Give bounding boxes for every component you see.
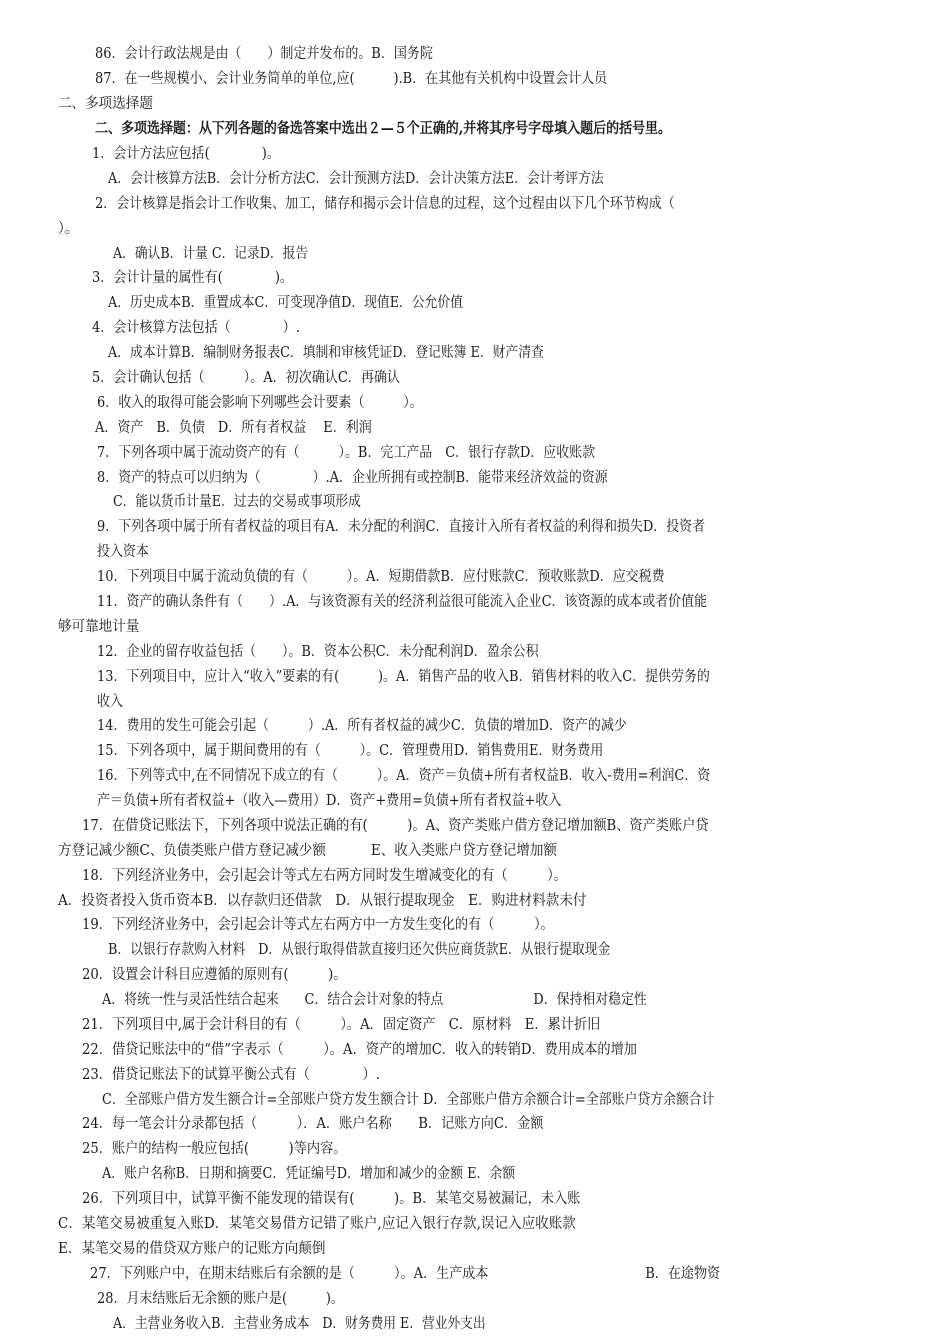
question-11-cont: 够可靠地计量 — [58, 619, 140, 635]
question-27: 27．下列账户中，在期末结账后有余额的是（ ）。A．生产成本 B．在途物资 — [90, 1266, 721, 1282]
question-4: 4．会计核算方法包括（ ）. — [92, 320, 300, 336]
section-instructions: 二、多项选择题：从下列各题的备选答案中选出２—５个正确的,并将其序号字母填入题后的括号里。 — [95, 120, 672, 137]
question-21: 21．下列项目中,属于会计科目的有（ ）。A．固定资产 C．原材料 E．累计折旧 — [82, 1017, 601, 1033]
question-11: 11．资产的确认条件有（ ）.A．与该资源有关的经济利益很可能流入企业C．该资源的成本或者价值能 — [97, 594, 708, 610]
question-9: 9．下列各项中属于所有者权益的项目有A．未分配的利润C．直接计入所有者权益的利得和损失D．投资者 — [97, 519, 706, 535]
question-26-cont-c-d: C．某笔交易被重复入账D．某笔交易借方记错了账户,应记入银行存款,误记入应收账款 — [58, 1216, 576, 1232]
question-2: 2．会计核算是指会计工作收集、加工，储存和揭示会计信息的过程，这个过程由以下几个环节构成（ — [95, 196, 675, 212]
question-25: 25．账户的结构一般应包括( )等内容。 — [82, 1141, 347, 1157]
question-2-cont: ）。 — [58, 221, 79, 237]
question-7: 7．下列各项中属于流动资产的有（ ）。B．完工产品 C．银行存款D．应收账款 — [97, 445, 596, 461]
question-14: 14．费用的发生可能会引起（ ）.A．所有者权益的减少C．负债的增加D．资产的减少 — [97, 718, 627, 734]
question-23: 23．借贷记账法下的试算平衡公式有（ ）. — [82, 1067, 380, 1083]
question-10: 10．下列项目中属于流动负债的有（ ）。A．短期借款B．应付账款C．预收账款D．应交税费 — [97, 569, 665, 585]
question-13-cont: 收入 — [97, 694, 123, 710]
question-22: 22．借贷记账法中的“借”字表示（ ）。A．资产的增加C．收入的转销D．费用成本的增加 — [82, 1042, 637, 1058]
section-heading: 二、多项选择题 — [58, 96, 153, 112]
question-20-options: A．将统一性与灵活性结合起来 C．结合会计对象的特点 D．保持相对稳定性 — [102, 992, 647, 1008]
question-25-options: A．账户名称B．日期和摘要C．凭证编号D．增加和减少的金额 E．余额 — [102, 1166, 516, 1182]
question-1: 1．会计方法应包括( )。 — [92, 146, 280, 162]
question-15: 15．下列各项中，属于期间费用的有（ ）。C．管理费用D．销售费用E．财务费用 — [97, 743, 604, 759]
question-17: 17．在借贷记账法下，下列各项中说法正确的有( )。A、资产类账户借方登记增加额B、资产类账户贷 — [82, 818, 709, 834]
question-24: 24．每一笔会计分录都包括（ ）．A．账户名称 B．记账方向C．金额 — [82, 1116, 544, 1132]
question-16-cont: 产＝负债+所有者权益+（收入—费用）D．资产+费用=负债+所有者权益+收入 — [97, 793, 562, 809]
question-8: 8．资产的特点可以归纳为（ ）.A．企业所拥有或控制B．能带来经济效益的资源 — [97, 470, 608, 486]
question-12: 12．企业的留存收益包括（ ）。B．资本公积C．未分配利润D．盈余公积 — [97, 644, 539, 660]
question-2-options: A．确认B．计量 C．记录D．报告 — [113, 246, 309, 262]
question-26-cont-e: E．某笔交易的借贷双方账户的记账方向颠倒 — [58, 1241, 326, 1257]
question-5: 5．会计确认包括（ ）。A．初次确认C．再确认 — [92, 370, 400, 386]
question-23-options: C．全部账户借方发生额合计=全部账户贷方发生额合计 D．全部账户借方余额合计=全部账户贷方余额合计 — [102, 1092, 715, 1108]
question-6-options: A．资产 B．负债 D．所有者权益 E．利润 — [95, 420, 372, 436]
question-18-options: A．投资者投入货币资本B．以存款归还借款 D．从银行提取现金 E．购进材料款未付 — [58, 893, 587, 909]
question-16: 16．下列等式中,在不同情况下成立的有（ ）。A．资产＝负债+所有者权益B．收入-费用=利润C．资 — [97, 768, 711, 784]
question-3-options: A．历史成本B．重置成本C．可变现净值D．现值E．公允价值 — [108, 295, 463, 311]
question-18: 18．下列经济业务中，会引起会计等式左右两方同时发生增减变化的有（ ）。 — [82, 868, 567, 884]
question-1-options: A．会计核算方法B．会计分析方法C．会计预测方法D．会计决策方法E．会计考评方法 — [108, 171, 604, 187]
question-26: 26．下列项目中，试算平衡不能发现的错误有( )。B．某笔交易被漏记，未入账 — [82, 1191, 581, 1207]
question-4-options: A．成本计算B．编制财务报表C．填制和审核凭证D．登记账簿 E．财产清查 — [108, 345, 544, 361]
question-17-cont: 方登记减少额C、负债类账户借方登记减少额 E、收入类账户贷方登记增加额 — [58, 843, 557, 859]
question-19: 19．下列经济业务中，会引起会计等式左右两方中一方发生变化的有（ ）。 — [82, 917, 554, 933]
question-28-options: A．主营业务收入B．主营业务成本 D．财务费用 E．营业外支出 — [113, 1316, 486, 1332]
question-8-cont: C．能以货币计量E．过去的交易或事项形成 — [113, 494, 361, 510]
question-13: 13．下列项目中，应计入“收入”要素的有( )。A．销售产品的收入B．销售材料的收入C．提供劳务的 — [97, 669, 710, 685]
question-9-cont: 投入资本 — [97, 544, 149, 560]
question-28: 28．月末结账后无余额的账户是( )。 — [97, 1291, 344, 1307]
question-20: 20．设置会计科目应遵循的原则有( )。 — [82, 967, 347, 983]
question-6: 6．收入的取得可能会影响下列哪些会计要素（ ）。 — [97, 395, 423, 411]
question-3: 3．会计计量的属性有( )。 — [92, 270, 293, 286]
question-87: 87．在一些规模小、会计业务简单的单位,应( ).B．在其他有关机构中设置会计人员 — [95, 71, 608, 87]
question-86: 86．会计行政法规是由（ ）制定并发布的。B．国务院 — [95, 46, 433, 62]
question-19-options: B．以银行存款购入材料 D．从银行取得借款直接归还欠供应商货款E．从银行提取现金 — [108, 942, 611, 958]
